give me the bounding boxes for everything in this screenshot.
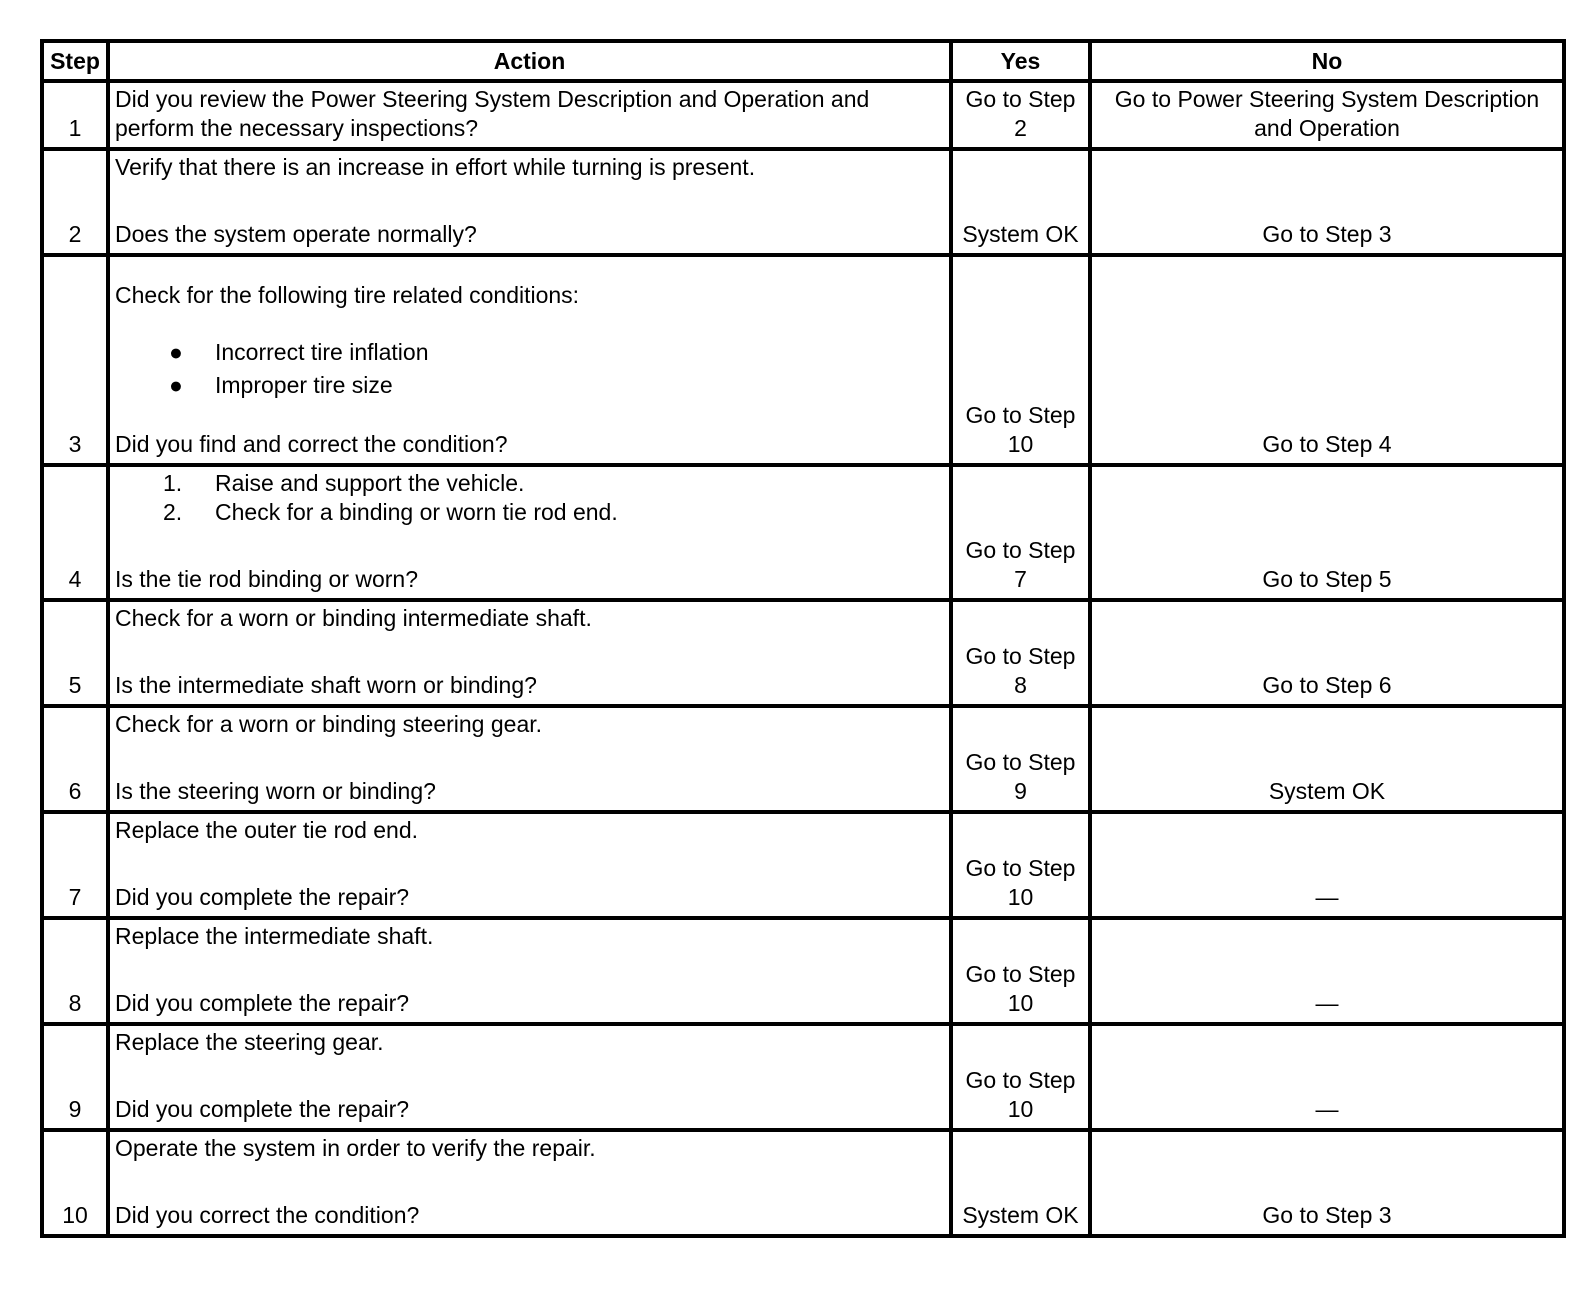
action-cell [108,1024,951,1130]
action-cell [108,706,951,812]
table-row [42,149,1564,255]
table-row [42,465,1564,600]
yes-cell: Go to Step 10 [951,1024,1090,1130]
action-instruction: Check for a worn or binding intermediate shaft. [115,605,592,631]
action-instruction: Operate the system in order to verify the repair. [115,1135,596,1161]
header-action: Action [108,41,951,81]
step-number: 1 [42,81,108,149]
action-cell [108,918,951,1024]
no-cell: Go to Step 3 [1090,149,1564,255]
action-question: Does the system operate normally? [115,221,477,247]
action-cell [108,812,951,918]
no-cell: — [1090,1024,1564,1130]
action-cell [108,81,951,149]
step-number: 2 [42,149,108,255]
action-instruction: Check for the following tire related conditions: [115,282,580,308]
header-yes: Yes [951,41,1090,81]
list-item-text: Raise and support the vehicle. [215,470,525,496]
action-cell [108,1130,951,1236]
step-number: 5 [42,600,108,706]
no-cell: System OK [1090,706,1564,812]
bullet-icon: ● [169,372,183,398]
list-item-text: Incorrect tire inflation [215,339,429,365]
yes-cell: System OK [951,1130,1090,1236]
action-question: Is the intermediate shaft worn or binding? [115,672,537,698]
list-item: 2. Check for a binding or worn tie rod end. [163,499,618,525]
yes-cell: Go to Step 7 [951,465,1090,600]
action-question: Did you find and correct the condition? [115,431,508,457]
action-question: Did you complete the repair? [115,990,410,1016]
step-number: 8 [42,918,108,1024]
action-cell [108,465,951,600]
step-number: 4 [42,465,108,600]
no-cell: Go to Step 3 [1090,1130,1564,1236]
yes-cell: Go to Step 8 [951,600,1090,706]
no-cell: — [1090,812,1564,918]
list-item [163,369,944,402]
table-row [42,1130,1564,1236]
action-instruction: Replace the intermediate shaft. [115,923,434,949]
yes-cell: Go to Step 2 [951,81,1090,149]
table-row [42,918,1564,1024]
list-item: 1. Raise and support the vehicle. [163,470,525,496]
header-step: Step [42,41,108,81]
step-number: 9 [42,1024,108,1130]
table-row [42,812,1564,918]
action-question: Is the steering worn or binding? [115,778,436,804]
list-item-text: Check for a binding or worn tie rod end. [215,499,618,525]
action-question: Did you complete the repair? [115,884,410,910]
step-number: 10 [42,1130,108,1236]
yes-cell: Go to Step 10 [951,255,1090,465]
no-cell: Go to Step 4 [1090,255,1564,465]
table-row [42,600,1564,706]
step-number: 7 [42,812,108,918]
yes-cell: Go to Step 9 [951,706,1090,812]
action-instruction: Check for a worn or binding steering gear. [115,711,543,737]
action-instruction: Verify that there is an increase in effort while turning is present. [115,154,756,180]
no-cell: — [1090,918,1564,1024]
action-instruction: Replace the steering gear. [115,1029,384,1055]
action-question: Is the tie rod binding or worn? [115,566,419,592]
table-row [42,255,1564,465]
action-cell [108,255,951,465]
yes-cell: Go to Step 10 [951,918,1090,1024]
yes-cell: System OK [951,149,1090,255]
no-cell: Go to Step 5 [1090,465,1564,600]
action-question: Did you complete the repair? [115,1096,410,1122]
bullet-list [115,336,944,402]
step-number: 3 [42,255,108,465]
table-row [42,706,1564,812]
action-instruction: Replace the outer tie rod end. [115,817,419,843]
list-item [163,336,944,369]
action-cell [108,149,951,255]
action-cell [108,600,951,706]
bullet-icon: ● [169,339,183,365]
action-question: Did you correct the condition? [115,1202,420,1228]
table-row [42,1024,1564,1130]
action-text: Did you review the Power Steering System Description and Operation and perform the necessary inspections? [115,86,870,141]
list-item-text: Improper tire size [215,372,393,398]
header-row [42,41,1564,81]
no-cell: Go to Power Steering System Description and Operation [1090,81,1564,149]
table-row [42,81,1564,149]
no-cell: Go to Step 6 [1090,600,1564,706]
numbered-list [115,469,944,527]
header-no: No [1090,41,1564,81]
diagnostic-table [40,39,1566,1238]
yes-cell: Go to Step 10 [951,812,1090,918]
step-number: 6 [42,706,108,812]
